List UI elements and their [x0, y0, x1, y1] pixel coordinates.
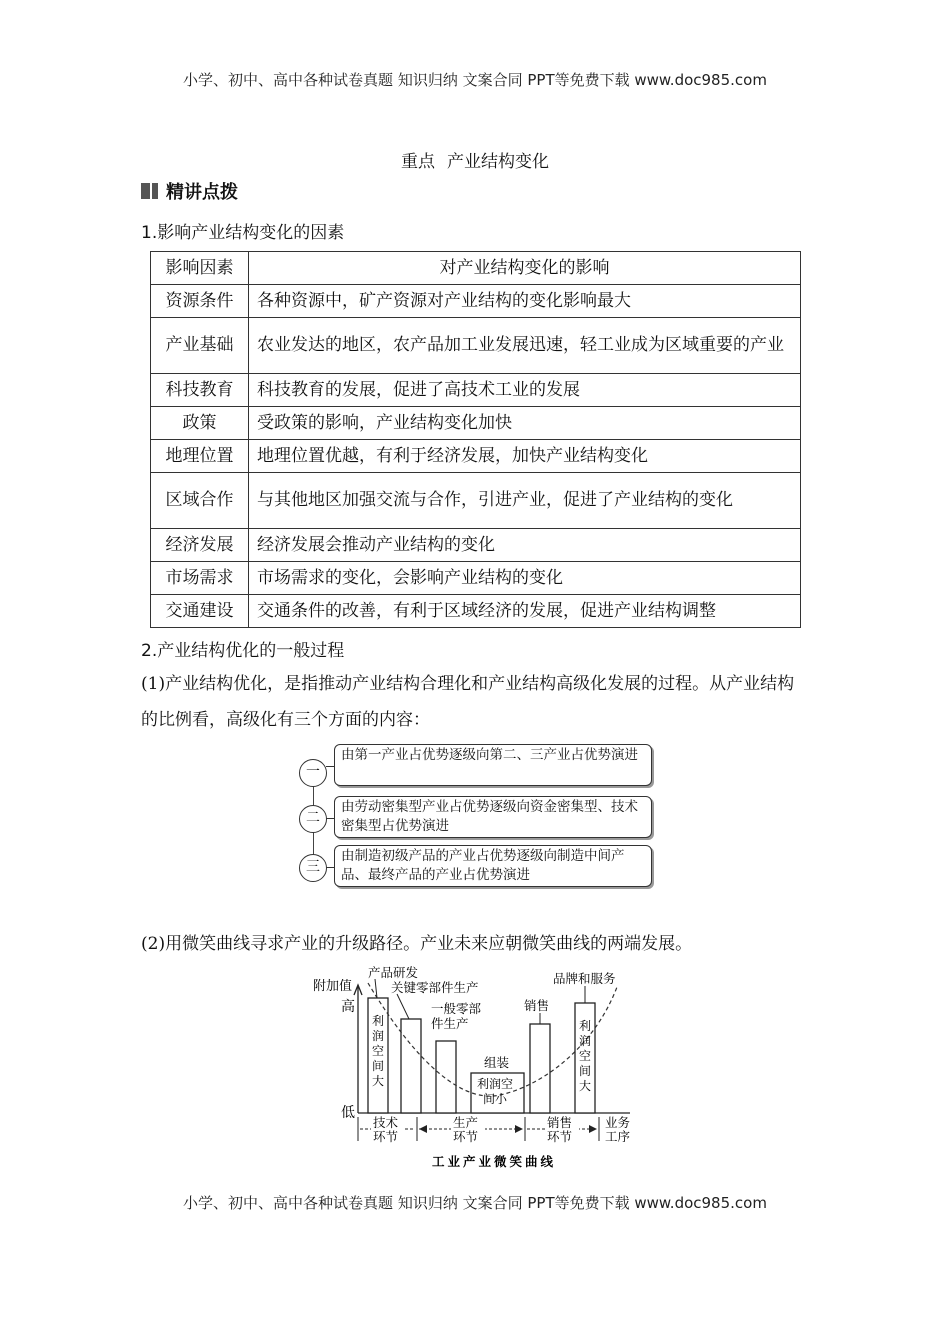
bar-general-parts: [436, 1041, 456, 1113]
table-row: [151, 374, 801, 407]
table-header-factor: 影响因素: [151, 252, 249, 285]
bar-sales: [530, 1024, 550, 1113]
table-cell-factor: 资源条件: [151, 285, 249, 318]
table-cell-factor: 经济发展: [151, 529, 249, 562]
step-box: 由劳动密集型产业占优势逐级向资金密集型、技术密集型占优势演进: [334, 796, 652, 838]
label-rd: 产品研发: [368, 965, 419, 980]
table-cell-effect: 与其他地区加强交流与合作，引进产业，促进了产业结构的变化: [249, 473, 801, 529]
label-key-parts: 关键零部件生产: [391, 980, 479, 995]
table-cell-factor: 产业基础: [151, 318, 249, 374]
title-part1: 重点: [401, 152, 435, 172]
table-cell-factor: 市场需求: [151, 562, 249, 595]
profit-big-left-4: 间: [372, 1059, 385, 1073]
smile-curve-diagram: [305, 965, 645, 1175]
table-cell-factor: 科技教育: [151, 374, 249, 407]
table-cell-effect: 经济发展会推动产业结构的变化: [249, 529, 801, 562]
table-row: [151, 529, 801, 562]
profit-big-left-1: 利: [372, 1014, 385, 1028]
table-cell-factor: 地理位置: [151, 440, 249, 473]
table-header-row: [151, 252, 801, 285]
profit-big-left-3: 空: [372, 1044, 385, 1058]
profit-big-left-2: 润: [372, 1029, 385, 1043]
page-title: [0, 147, 950, 172]
label-assembly: 组装: [484, 1055, 510, 1070]
header-note: 小学、初中、高中各种试卷真题 知识归纳 文案合同 PPT等免费下载 www.doc985.com: [183, 71, 767, 89]
y-axis-label: 附加值: [313, 979, 353, 994]
profit-big-right-3: 空: [579, 1049, 592, 1063]
table-row: [151, 407, 801, 440]
table-row: [151, 595, 801, 628]
smile-curve-svg: [305, 965, 645, 1175]
table-cell-factor: 交通建设: [151, 595, 249, 628]
profit-big-right-1: 利: [579, 1019, 592, 1033]
section-marker-icon: [141, 183, 158, 199]
smile-curve-caption: 工业产业微笑曲线: [432, 1154, 557, 1169]
x-axis-label-2: 工序: [605, 1129, 631, 1144]
table-cell-effect: 科技教育的发展，促进了高技术工业的发展: [249, 374, 801, 407]
table-cell-effect: 地理位置优越，有利于经济发展，加快产业结构变化: [249, 440, 801, 473]
label-general-parts-line1: 一般零部: [431, 1001, 482, 1016]
profit-small-2: 间小: [483, 1092, 508, 1106]
stage-tech-1: 技术: [373, 1115, 399, 1130]
profit-small-1: 利润空: [477, 1077, 514, 1091]
factor-table: [150, 251, 801, 628]
label-brand: 品牌和服务: [553, 971, 616, 986]
table-cell-effect: 市场需求的变化，会影响产业结构的变化: [249, 562, 801, 595]
title-part2: 产业结构变化: [447, 152, 549, 172]
subheading-factors: 1.影响产业结构变化的因素: [141, 223, 345, 243]
table-cell-effect: 受政策的影响，产业结构变化加快: [249, 407, 801, 440]
step-number: 二: [299, 805, 327, 833]
step-number: 三: [299, 854, 327, 882]
table-cell-factor: 区域合作: [151, 473, 249, 529]
stage-sales-2: 环节: [547, 1129, 573, 1144]
table-row: [151, 562, 801, 595]
section-heading: [141, 178, 238, 204]
stage-production-2: 环节: [453, 1129, 479, 1144]
step-box: 由第一产业占优势逐级向第二、三产业占优势演进: [334, 744, 652, 786]
table-cell-effect: 各种资源中，矿产资源对产业结构的变化影响最大: [249, 285, 801, 318]
profit-big-right-2: 润: [579, 1034, 592, 1048]
stage-sales-1: 销售: [547, 1115, 573, 1130]
label-sales: 销售: [524, 998, 550, 1013]
x-axis-label-1: 业务: [605, 1115, 631, 1130]
table-cell-effect: 农业发达的地区，农产品加工业发展迅速，轻工业成为区域重要的产业: [249, 318, 801, 374]
stage-production-1: 生产: [453, 1115, 479, 1130]
subheading-process: 2.产业结构优化的一般过程: [141, 641, 345, 661]
profit-big-left-5: 大: [372, 1074, 385, 1088]
table-row: [151, 285, 801, 318]
table-row: [151, 318, 801, 374]
paragraph-smile-curve: (2)用微笑曲线寻求产业的升级路径。产业未来应朝微笑曲线的两端发展。: [141, 934, 693, 954]
upgrade-steps-diagram: [298, 744, 654, 890]
table-cell-effect: 交通条件的改善，有利于区域经济的发展，促进产业结构调整: [249, 595, 801, 628]
step-box: 由制造初级产品的产业占优势逐级向制造中间产品、最终产品的产业占优势演进: [334, 845, 652, 887]
profit-big-right-4: 间: [579, 1064, 592, 1078]
table-cell-factor: 政策: [151, 407, 249, 440]
table-row: [151, 440, 801, 473]
profit-big-right-5: 大: [579, 1079, 592, 1093]
section-heading-text: 精讲点拨: [166, 182, 238, 203]
label-general-parts-line2: 件生产: [431, 1016, 469, 1031]
y-high-label: 高: [341, 999, 355, 1015]
bar-key-parts: [401, 1019, 421, 1113]
table-header-effect: 对产业结构变化的影响: [249, 252, 801, 285]
y-low-label: 低: [341, 1105, 355, 1121]
paragraph-optimization: (1)产业结构优化，是指推动产业结构合理化和产业结构高级化发展的过程。从产业结构的比例看，高级化有三个方面的内容：: [141, 674, 795, 730]
table-row: [151, 473, 801, 529]
footer-note: 小学、初中、高中各种试卷真题 知识归纳 文案合同 PPT等免费下载 www.doc985.com: [183, 1194, 767, 1212]
step-number: 一: [299, 759, 327, 787]
stage-tech-2: 环节: [373, 1129, 399, 1144]
